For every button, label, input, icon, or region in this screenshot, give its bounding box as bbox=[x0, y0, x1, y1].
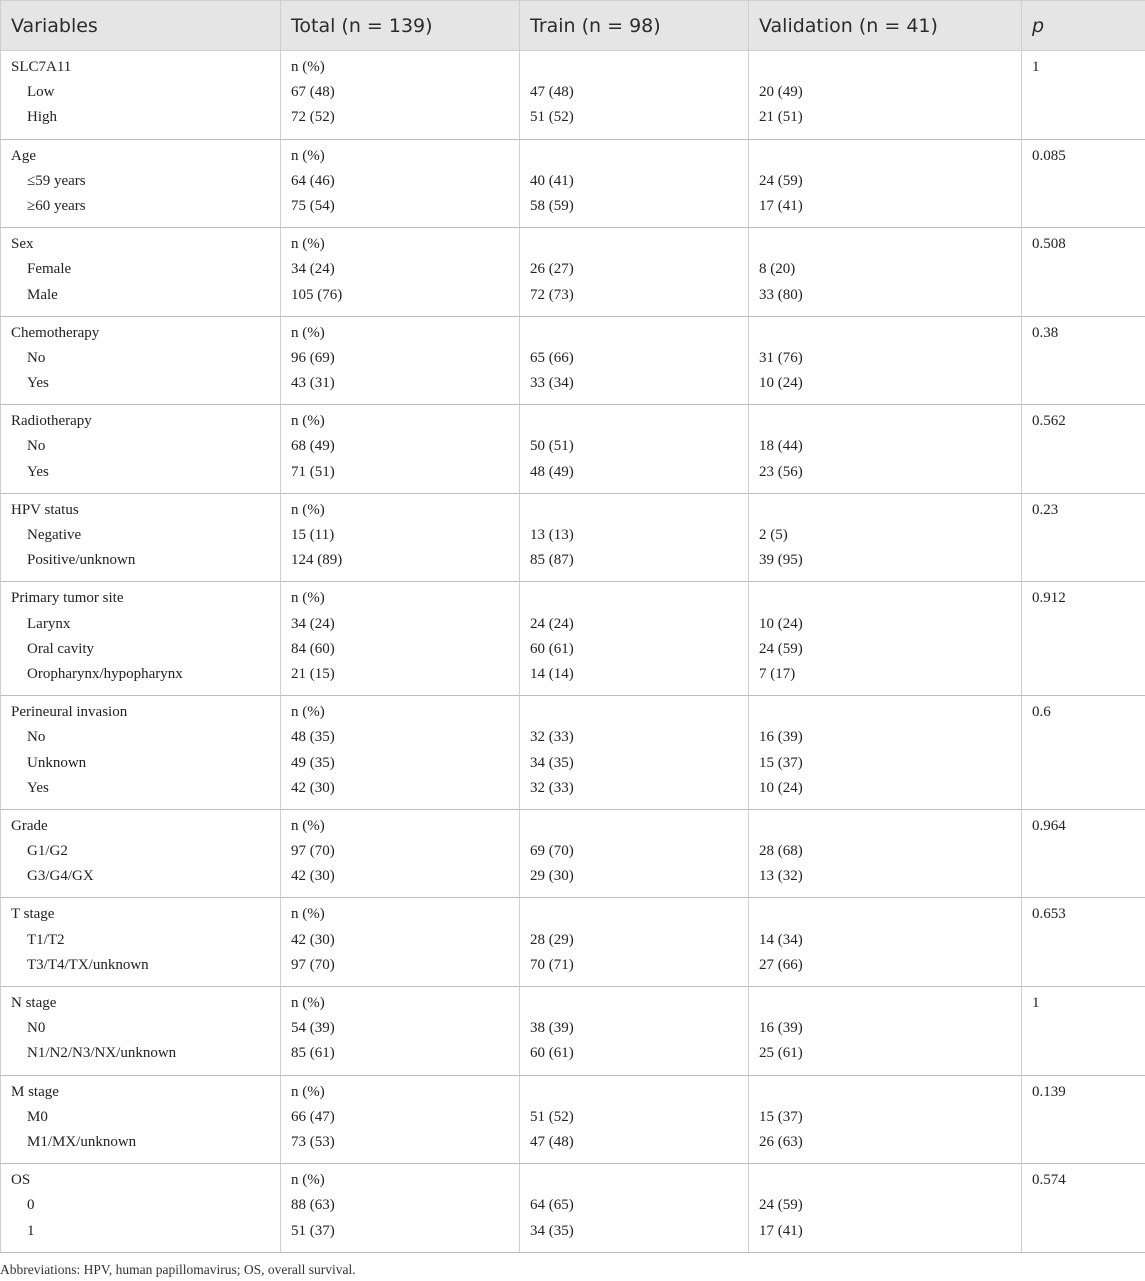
train-value: 72 (73) bbox=[530, 286, 574, 303]
variables-cell bbox=[1, 582, 281, 696]
total-cell bbox=[281, 696, 520, 810]
header-train: Train (n = 98) bbox=[520, 1, 749, 51]
train-cell bbox=[520, 809, 749, 898]
validation-value: 23 (56) bbox=[759, 463, 803, 480]
validation-value: 33 (80) bbox=[759, 286, 803, 303]
variable-name: Age bbox=[11, 147, 36, 164]
validation-value: 18 (44) bbox=[759, 438, 803, 455]
validation-value: 39 (95) bbox=[759, 552, 803, 569]
total-value: 97 (70) bbox=[291, 843, 335, 860]
validation-value: 7 (17) bbox=[759, 665, 796, 682]
validation-value: 10 (24) bbox=[759, 779, 803, 796]
unit-label: n (%) bbox=[291, 704, 325, 721]
train-cell bbox=[520, 493, 749, 582]
train-value: 32 (33) bbox=[530, 779, 574, 796]
variables-cell bbox=[1, 139, 281, 228]
validation-value: 20 (49) bbox=[759, 84, 803, 101]
category-label: Yes bbox=[27, 779, 49, 796]
unit-label: n (%) bbox=[291, 1083, 325, 1100]
total-cell bbox=[281, 1164, 520, 1253]
category-label: No bbox=[27, 729, 46, 746]
total-value: 97 (70) bbox=[291, 956, 335, 973]
train-cell bbox=[520, 405, 749, 494]
category-label: Positive/unknown bbox=[27, 552, 136, 569]
table-row bbox=[1, 316, 1145, 405]
table-row bbox=[1, 405, 1145, 494]
train-value: 47 (48) bbox=[530, 84, 574, 101]
header-p-value: p bbox=[1022, 1, 1145, 51]
total-value: 84 (60) bbox=[291, 640, 335, 657]
variable-name: T stage bbox=[11, 906, 55, 923]
unit-label: n (%) bbox=[291, 995, 325, 1011]
validation-value: 25 (61) bbox=[759, 1045, 803, 1062]
unit-label: n (%) bbox=[291, 501, 325, 518]
total-value: 34 (24) bbox=[291, 261, 335, 278]
table-row bbox=[1, 582, 1145, 696]
table-body bbox=[1, 51, 1145, 1253]
train-cell bbox=[520, 1075, 749, 1164]
total-value: 42 (30) bbox=[291, 931, 335, 948]
train-value: 65 (66) bbox=[530, 349, 574, 366]
blank-line bbox=[759, 55, 1011, 80]
validation-value: 14 (34) bbox=[759, 931, 803, 948]
variable-name: N stage bbox=[11, 995, 57, 1011]
blank-line bbox=[530, 55, 738, 80]
validation-value: 26 (63) bbox=[759, 1133, 803, 1150]
total-cell bbox=[281, 582, 520, 696]
validation-value: 15 (37) bbox=[759, 1108, 803, 1125]
total-value: 67 (48) bbox=[291, 84, 335, 101]
unit-label: n (%) bbox=[291, 324, 325, 341]
variable-name: SLC7A11 bbox=[11, 59, 72, 75]
variable-name: Sex bbox=[11, 236, 34, 253]
total-value: 21 (15) bbox=[291, 665, 335, 682]
variable-name: Radiotherapy bbox=[11, 413, 92, 430]
unit-label: n (%) bbox=[291, 147, 325, 164]
p-value: 0.964 bbox=[1032, 817, 1066, 834]
total-value: 73 (53) bbox=[291, 1133, 335, 1150]
train-value: 47 (48) bbox=[530, 1133, 574, 1150]
train-value: 32 (33) bbox=[530, 729, 574, 746]
validation-value: 21 (51) bbox=[759, 109, 803, 126]
total-cell bbox=[281, 898, 520, 987]
table-header-row bbox=[1, 1, 1145, 51]
total-value: 105 (76) bbox=[291, 286, 343, 303]
category-label: ≤59 years bbox=[27, 172, 86, 189]
blank-line bbox=[530, 902, 738, 927]
variables-cell bbox=[1, 987, 281, 1076]
category-label: G3/G4/GX bbox=[27, 868, 94, 885]
table-row bbox=[1, 898, 1145, 987]
total-value: 75 (54) bbox=[291, 197, 335, 214]
variables-cell bbox=[1, 809, 281, 898]
blank-line bbox=[759, 144, 1011, 169]
validation-cell bbox=[749, 316, 1022, 405]
validation-cell bbox=[749, 809, 1022, 898]
validation-cell bbox=[749, 228, 1022, 317]
variables-cell bbox=[1, 1164, 281, 1253]
validation-cell bbox=[749, 898, 1022, 987]
variable-name: M stage bbox=[11, 1083, 59, 1100]
total-value: 85 (61) bbox=[291, 1045, 335, 1062]
p-value-cell bbox=[1022, 51, 1145, 140]
total-cell bbox=[281, 51, 520, 140]
p-value: 0.912 bbox=[1032, 590, 1066, 607]
train-value: 33 (34) bbox=[530, 375, 574, 392]
total-value: 88 (63) bbox=[291, 1197, 335, 1214]
table-row bbox=[1, 493, 1145, 582]
table-row bbox=[1, 51, 1145, 140]
validation-cell bbox=[749, 696, 1022, 810]
validation-value: 8 (20) bbox=[759, 261, 796, 278]
validation-value: 27 (66) bbox=[759, 956, 803, 973]
category-label: Oral cavity bbox=[27, 640, 95, 657]
validation-value: 17 (41) bbox=[759, 1222, 803, 1239]
total-cell bbox=[281, 493, 520, 582]
total-cell bbox=[281, 809, 520, 898]
total-cell bbox=[281, 405, 520, 494]
blank-line bbox=[759, 991, 1011, 1016]
p-value-cell bbox=[1022, 987, 1145, 1076]
train-value: 58 (59) bbox=[530, 197, 574, 214]
unit-label: n (%) bbox=[291, 59, 325, 75]
total-value: 15 (11) bbox=[291, 527, 335, 543]
p-value: 0.38 bbox=[1032, 324, 1059, 341]
p-value: 0.6 bbox=[1032, 704, 1051, 721]
blank-line bbox=[530, 321, 738, 346]
total-value: 43 (31) bbox=[291, 375, 335, 392]
unit-label: n (%) bbox=[291, 1172, 325, 1189]
blank-line bbox=[530, 1168, 738, 1193]
p-value-cell bbox=[1022, 316, 1145, 405]
train-value: 28 (29) bbox=[530, 931, 574, 948]
blank-line bbox=[759, 1080, 1011, 1105]
variable-name: Perineural invasion bbox=[11, 704, 128, 721]
train-cell bbox=[520, 898, 749, 987]
blank-line bbox=[759, 586, 1011, 611]
validation-cell bbox=[749, 51, 1022, 140]
blank-line bbox=[759, 321, 1011, 346]
total-value: 49 (35) bbox=[291, 754, 335, 771]
p-value-cell bbox=[1022, 1075, 1145, 1164]
category-label: ≥60 years bbox=[27, 197, 86, 214]
blank-line bbox=[759, 232, 1011, 257]
blank-line bbox=[530, 1080, 738, 1105]
total-cell bbox=[281, 228, 520, 317]
category-label: High bbox=[27, 109, 57, 126]
blank-line bbox=[759, 409, 1011, 434]
variables-cell bbox=[1, 1075, 281, 1164]
category-label: Low bbox=[27, 84, 55, 101]
train-value: 64 (65) bbox=[530, 1197, 574, 1214]
header-total: Total (n = 139) bbox=[281, 1, 520, 51]
p-value-cell bbox=[1022, 493, 1145, 582]
unit-label: n (%) bbox=[291, 906, 325, 923]
p-value-cell bbox=[1022, 809, 1145, 898]
category-label: No bbox=[27, 349, 46, 366]
validation-value: 24 (59) bbox=[759, 640, 803, 657]
category-label: Female bbox=[27, 261, 72, 278]
validation-value: 28 (68) bbox=[759, 843, 803, 860]
variables-cell bbox=[1, 228, 281, 317]
train-value: 13 (13) bbox=[530, 527, 574, 543]
category-label: N1/N2/N3/NX/unknown bbox=[27, 1045, 177, 1062]
table-footnote: Abbreviations: HPV, human papillomavirus; OS, overall survival. bbox=[0, 1262, 356, 1277]
validation-value: 16 (39) bbox=[759, 729, 803, 746]
validation-value: 10 (24) bbox=[759, 375, 803, 392]
validation-cell bbox=[749, 139, 1022, 228]
train-cell bbox=[520, 316, 749, 405]
train-value: 60 (61) bbox=[530, 640, 574, 657]
train-value: 51 (52) bbox=[530, 109, 574, 126]
total-value: 71 (51) bbox=[291, 463, 335, 480]
unit-label: n (%) bbox=[291, 590, 325, 607]
blank-line bbox=[530, 232, 738, 257]
total-value: 68 (49) bbox=[291, 438, 335, 455]
p-value: 0.508 bbox=[1032, 236, 1066, 253]
variables-cell bbox=[1, 316, 281, 405]
blank-line bbox=[759, 902, 1011, 927]
p-value: 1 bbox=[1032, 59, 1040, 75]
blank-line bbox=[759, 498, 1011, 523]
train-value: 51 (52) bbox=[530, 1108, 574, 1125]
category-label: M0 bbox=[27, 1108, 48, 1125]
validation-value: 13 (32) bbox=[759, 868, 803, 885]
validation-value: 24 (59) bbox=[759, 172, 803, 189]
train-value: 50 (51) bbox=[530, 438, 574, 455]
category-label: M1/MX/unknown bbox=[27, 1133, 137, 1150]
total-cell bbox=[281, 987, 520, 1076]
variables-cell bbox=[1, 696, 281, 810]
category-label: Yes bbox=[27, 463, 49, 480]
train-cell bbox=[520, 987, 749, 1076]
train-value: 24 (24) bbox=[530, 615, 574, 632]
category-label: Male bbox=[27, 286, 58, 303]
unit-label: n (%) bbox=[291, 236, 325, 253]
header-variables: Variables bbox=[1, 1, 281, 51]
p-value-cell bbox=[1022, 139, 1145, 228]
table-row bbox=[1, 987, 1145, 1076]
category-label: Oropharynx/hypopharynx bbox=[27, 665, 183, 682]
validation-cell bbox=[749, 493, 1022, 582]
category-label: Negative bbox=[27, 527, 82, 543]
table-row bbox=[1, 1164, 1145, 1253]
blank-line bbox=[530, 409, 738, 434]
total-value: 54 (39) bbox=[291, 1020, 335, 1037]
total-value: 64 (46) bbox=[291, 172, 335, 189]
total-cell bbox=[281, 1075, 520, 1164]
header-validation: Validation (n = 41) bbox=[749, 1, 1022, 51]
table-row bbox=[1, 139, 1145, 228]
train-value: 14 (14) bbox=[530, 665, 574, 682]
variable-name: Chemotherapy bbox=[11, 324, 100, 341]
validation-cell bbox=[749, 987, 1022, 1076]
total-cell bbox=[281, 139, 520, 228]
total-value: 72 (52) bbox=[291, 109, 335, 126]
validation-value: 16 (39) bbox=[759, 1020, 803, 1037]
blank-line bbox=[530, 991, 738, 1016]
train-cell bbox=[520, 1164, 749, 1253]
category-label: T1/T2 bbox=[27, 931, 65, 948]
p-value: 1 bbox=[1032, 995, 1040, 1011]
p-value-cell bbox=[1022, 1164, 1145, 1253]
category-label: Larynx bbox=[27, 615, 71, 632]
total-value: 42 (30) bbox=[291, 868, 335, 885]
train-cell bbox=[520, 139, 749, 228]
total-value: 96 (69) bbox=[291, 349, 335, 366]
train-value: 34 (35) bbox=[530, 754, 574, 771]
validation-value: 17 (41) bbox=[759, 197, 803, 214]
table-row bbox=[1, 809, 1145, 898]
variable-name: HPV status bbox=[11, 501, 79, 518]
blank-line bbox=[759, 1168, 1011, 1193]
table-row bbox=[1, 228, 1145, 317]
train-value: 60 (61) bbox=[530, 1045, 574, 1062]
total-cell bbox=[281, 316, 520, 405]
blank-line bbox=[530, 498, 738, 523]
p-value: 0.653 bbox=[1032, 906, 1066, 923]
train-value: 38 (39) bbox=[530, 1020, 574, 1037]
validation-value: 2 (5) bbox=[759, 527, 788, 543]
train-cell bbox=[520, 696, 749, 810]
variables-cell bbox=[1, 898, 281, 987]
p-value-cell bbox=[1022, 405, 1145, 494]
variable-name: Primary tumor site bbox=[11, 590, 124, 607]
variable-name: Grade bbox=[11, 817, 48, 834]
total-value: 51 (37) bbox=[291, 1222, 335, 1239]
train-value: 34 (35) bbox=[530, 1222, 574, 1239]
train-value: 70 (71) bbox=[530, 956, 574, 973]
train-value: 85 (87) bbox=[530, 552, 574, 569]
validation-value: 10 (24) bbox=[759, 615, 803, 632]
p-value: 0.562 bbox=[1032, 413, 1066, 430]
validation-value: 15 (37) bbox=[759, 754, 803, 771]
table-row bbox=[1, 1075, 1145, 1164]
total-value: 124 (89) bbox=[291, 552, 343, 569]
p-value: 0.23 bbox=[1032, 501, 1059, 518]
category-label: Yes bbox=[27, 375, 49, 392]
p-value-cell bbox=[1022, 696, 1145, 810]
category-label: T3/T4/TX/unknown bbox=[27, 956, 149, 973]
category-label: G1/G2 bbox=[27, 843, 68, 860]
p-value: 0.139 bbox=[1032, 1083, 1066, 1100]
validation-value: 24 (59) bbox=[759, 1197, 803, 1214]
category-label: No bbox=[27, 438, 46, 455]
category-label: Unknown bbox=[27, 754, 87, 771]
blank-line bbox=[530, 700, 738, 725]
variables-cell bbox=[1, 493, 281, 582]
blank-line bbox=[530, 814, 738, 839]
p-value-cell bbox=[1022, 898, 1145, 987]
blank-line bbox=[759, 814, 1011, 839]
validation-cell bbox=[749, 1075, 1022, 1164]
category-label: N0 bbox=[27, 1020, 46, 1037]
train-cell bbox=[520, 228, 749, 317]
blank-line bbox=[530, 144, 738, 169]
p-value-cell bbox=[1022, 228, 1145, 317]
unit-label: n (%) bbox=[291, 413, 325, 430]
train-cell bbox=[520, 582, 749, 696]
total-value: 48 (35) bbox=[291, 729, 335, 746]
total-value: 42 (30) bbox=[291, 779, 335, 796]
train-value: 48 (49) bbox=[530, 463, 574, 480]
blank-line bbox=[759, 700, 1011, 725]
unit-label: n (%) bbox=[291, 817, 325, 834]
train-value: 69 (70) bbox=[530, 843, 574, 860]
p-value: 0.574 bbox=[1032, 1172, 1066, 1189]
p-value-cell bbox=[1022, 582, 1145, 696]
category-label: 1 bbox=[27, 1222, 35, 1239]
variables-cell bbox=[1, 51, 281, 140]
train-value: 29 (30) bbox=[530, 868, 574, 885]
train-value: 40 (41) bbox=[530, 172, 574, 189]
validation-cell bbox=[749, 582, 1022, 696]
total-value: 34 (24) bbox=[291, 615, 335, 632]
validation-cell bbox=[749, 405, 1022, 494]
p-value: 0.085 bbox=[1032, 147, 1066, 164]
category-label: 0 bbox=[27, 1197, 35, 1214]
train-value: 26 (27) bbox=[530, 261, 574, 278]
table-row bbox=[1, 696, 1145, 810]
variables-cell bbox=[1, 405, 281, 494]
train-cell bbox=[520, 51, 749, 140]
validation-cell bbox=[749, 1164, 1022, 1253]
validation-value: 31 (76) bbox=[759, 349, 803, 366]
variable-name: OS bbox=[11, 1172, 31, 1189]
blank-line bbox=[530, 586, 738, 611]
total-value: 66 (47) bbox=[291, 1108, 335, 1125]
